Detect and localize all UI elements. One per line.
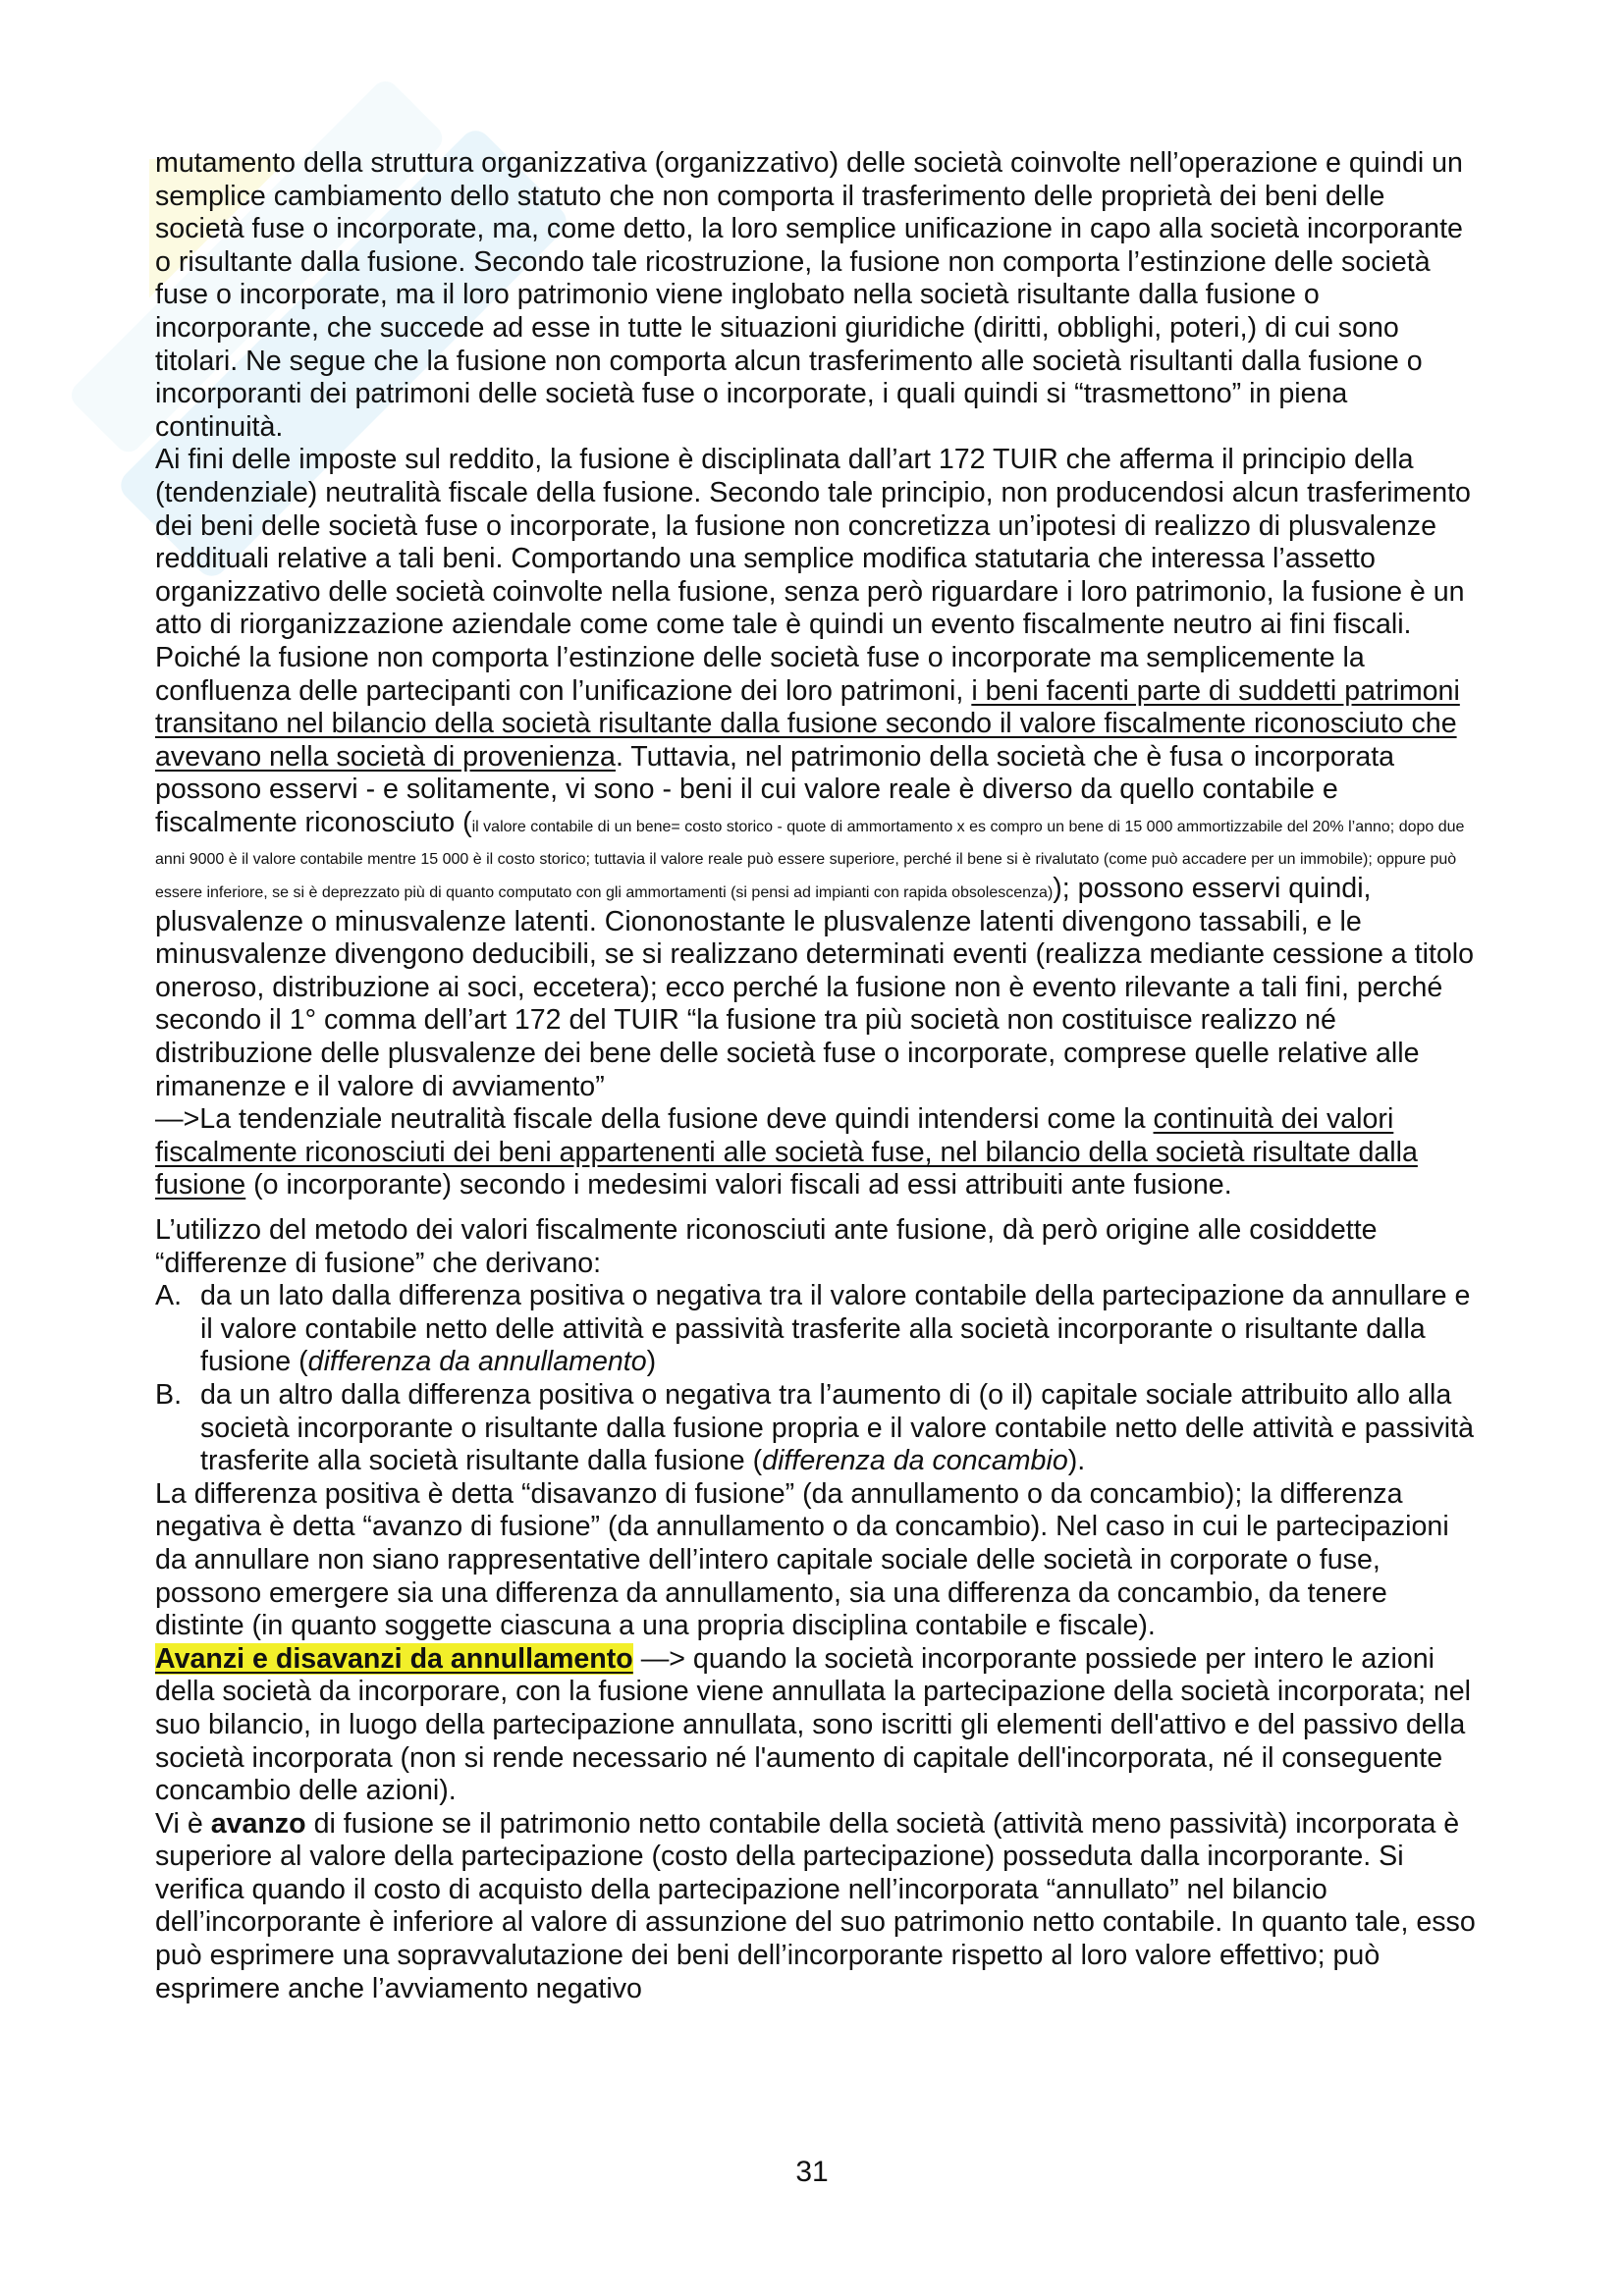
paragraph: —>La tendenziale neutralità fiscale della fusione deve quindi intendersi come la continuità dei valori fiscalmente riconosciuti dei beni appartenenti alle società fuse, nel bilancio della società risultate dalla fusione (o incorporante) secondo i medesimi valori fiscali ad essi attribuiti ante fusione.	[155, 1103, 1418, 1201]
paragraph: Vi è avanzo di fusione se il patrimonio netto contabile della società (attività meno passività) incorporata è superiore al valore della partecipazione (costo della partecipazione) posseduta dalla incorporante. Si verifica quando il costo di acquisto della partecipazione nell’incorporata “annullato” nel bilancio dell’incorporante è inferiore al valore di assunzione del suo patrimonio netto contabile. In quanto tale, esso può esprimere una sopravvalutazione dei beni dell’incorporante rispetto al loro valore effettivo; può esprimere anche l’avviamento negativo	[155, 1807, 1476, 2004]
document-body	[155, 147, 1481, 2005]
list-marker: A.	[155, 1280, 183, 1312]
paragraph: mutamento della struttura organizzativa (organizzativo) delle società coinvolte nell’operazione e quindi un semplice cambiamento dello statuto che non comporta il trasferimento delle proprietà dei beni delle società fuse o incorporate, ma, come detto, la loro semplice unificazione in capo alla società incorporante o risultante dalla fusione. Secondo tale ricostruzione, la fusione non comporta l’estinzione delle società fuse o incorporate, ma il loro patrimonio viene inglobato nella società risultante dalla fusione o incorporante, che succede ad esse in tutte le situazioni giuridiche (diritti, obblighi, poteri,) di cui sono titolari. Ne segue che la fusione non comporta alcun trasferimento alle società risultanti dalla fusione o incorporanti dei patrimoni delle società fuse o incorporate, i quali quindi si “trasmettono” in piena continuità.	[155, 147, 1463, 443]
underlined-text: continuità dei valori fiscalmente riconosciuti dei beni appartenenti alle società fuse, nel bilancio della società risultate dalla fusione	[155, 1103, 1418, 1201]
list-marker: B.	[155, 1378, 183, 1411]
paragraph: L’utilizzo del metodo dei valori fiscalmente riconosciuti ante fusione, dà però origine alle cosiddette “differenze di fusione” che derivano:	[155, 1214, 1378, 1279]
highlighted-heading: Avanzi e disavanzi da annullamento	[155, 1642, 633, 1675]
list-item: B. da un altro dalla differenza positiva o negativa tra l’aumento di (o il) capitale sociale attribuito allo alla società incorporante o risultante dalla fusione propria e il valore contabile netto delle attività e passività trasferite alla società risultante dalla fusione (differenza da concambio).	[155, 1378, 1475, 1477]
paragraph: Poiché la fusione non comporta l’estinzione delle società fuse o incorporate ma semplicemente la confluenza delle partecipanti con l’unificazione dei loro patrimoni, i beni facenti parte di suddetti patrimoni transitano nel bilancio della società risultante dalla fusione secondo il valore fiscalmente riconosciuto che avevano nella società di provenienza. Tuttavia, nel patrimonio della società che è fusa o incorporata possono esservi - e solitamente, vi sono - beni il cui valore reale è diverso da quello contabile e fiscalmente riconosciuto (il valore contabile di un bene= costo storico - quote di ammortamento x es compro un bene di 15 000 ammortizzabile del 20% l’anno; dopo due anni 9000 è il valore contabile mentre 15 000 è il costo storico; tuttavia il valore reale può essere superiore, perché il bene si è rivalutato (come può accadere per un immobile); oppure può essere inferiore, se si è deprezzato più di quanto computato con gli ammortamenti (si pensi ad impianti con rapida obsolescenza)); possono esservi quindi, plusvalenze o minusvalenze latenti. Ciononostante le plusvalenze latenti divengono tassabili, e le minusvalenze divengono deducibili, se si realizzano determinati eventi (realizza mediante cessione a titolo oneroso, distribuzione ai soci, eccetera); ecco perché la fusione non è evento rilevante a tali fini, perché secondo il 1° comma dell’art 172 del TUIR “la fusione tra più società non costituisce realizzo né distribuzione delle plusvalenze dei bene delle società fuse o incorporate, comprese quelle relative alle rimanenze e il valore di avviamento”	[155, 641, 1475, 1102]
paragraph: La differenza positiva è detta “disavanzo di fusione” (da annullamento o da concambio); la differenza negativa è detta “avanzo di fusione” (da annullamento o da concambio). Nel caso in cui le partecipazioni da annullare non siano rappresentative dell’intero capitale sociale delle società in corporate o fuse, possono emergere sia una differenza da annullamento, sia una differenza da concambio, da tenere distinte (in quanto soggette ciascuna a una propria disciplina contabile e fiscale).	[155, 1477, 1449, 1642]
paragraph: Avanzi e disavanzi da annullamento —> quando la società incorporante possiede per intero le azioni della società da incorporare, con la fusione viene annullata la partecipazione della società incorporata; nel suo bilancio, in luogo della partecipazione annullata, sono iscritti gli elementi dell'attivo e del passivo della società incorporata (non si rende necessario né l'aumento di capitale dell'incorporata, né il conseguente concambio delle azioni).	[155, 1642, 1471, 1807]
small-note: il valore contabile di un bene= costo storico - quote di ammortamento x es compro un bene di 15 000 ammortizzabile del 20% l’anno; dopo due anni 9000 è il valore contabile mentre 15 000 è il costo storico; tuttavia il valore reale può essere superiore, perché il bene si è rivalutato (come può accadere per un immobile); oppure può essere inferiore, se si è deprezzato più di quanto computato con gli ammortamenti (si pensi ad impianti con rapida obsolescenza)	[155, 818, 1465, 902]
list-item: A. da un lato dalla differenza positiva o negativa tra il valore contabile della partecipazione da annullare e il valore contabile netto delle attività e passività trasferite alla società incorporante o risultante dalla fusione (differenza da annullamento)	[155, 1280, 1471, 1378]
page-number: 31	[795, 2156, 829, 2188]
paragraph: Ai fini delle imposte sul reddito, la fusione è disciplinata dall’art 172 TUIR che afferma il principio della (tendenziale) neutralità fiscale della fusione. Secondo tale principio, non producendosi alcun trasferimento dei beni delle società fuse o incorporate, la fusione non concretizza un’ipotesi di realizzo di plusvalenze reddituali relative a tali beni. Comportando una semplice modifica statutaria che interessa l’assetto organizzativo delle società coinvolte nella fusione, senza però riguardare i loro patrimonio, la fusione è un atto di riorganizzazione aziendale come come tale è quindi un evento fiscalmente neutro ai fini fiscali.	[155, 444, 1471, 641]
underlined-text: i beni facenti parte di suddetti patrimoni transitano nel bilancio della società risultante dalla fusione secondo il valore fiscalmente riconosciuto che avevano nella società di provenienza	[155, 674, 1460, 773]
